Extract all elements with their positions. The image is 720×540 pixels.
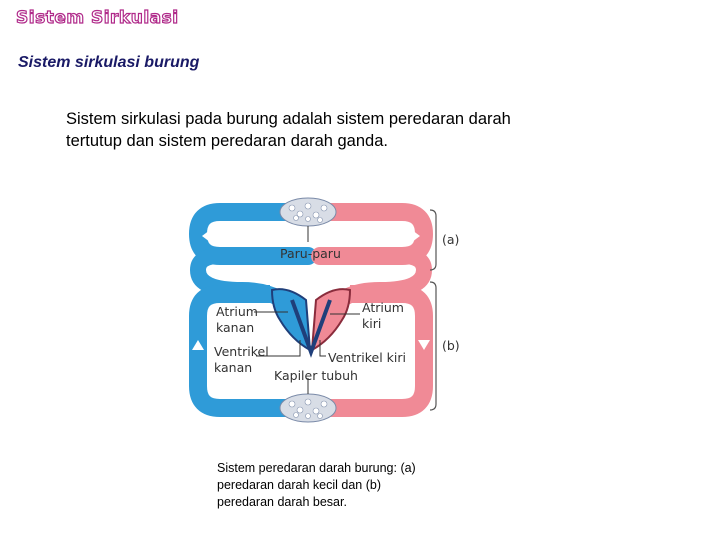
label-atrium-left-line1: Atrium bbox=[362, 300, 404, 315]
caption-line-1: Sistem peredaran darah burung: (a) bbox=[217, 461, 416, 475]
figure-caption bbox=[217, 460, 477, 511]
label-atrium-left-line2: kiri bbox=[362, 316, 382, 331]
caption-line-3: peredaran darah besar. bbox=[217, 495, 347, 509]
heart-left-side bbox=[312, 289, 350, 350]
label-ventricle-left: Ventrikel kiri bbox=[328, 350, 406, 365]
label-ventricle-right-line2: kanan bbox=[214, 360, 253, 375]
section-subtitle: Sistem sirkulasi burung bbox=[18, 54, 200, 71]
body-paragraph bbox=[66, 108, 586, 152]
caption-line-2: peredaran darah kecil dan (b) bbox=[217, 478, 381, 492]
label-lung: Paru-paru bbox=[280, 246, 341, 261]
label-b: (b) bbox=[442, 338, 460, 353]
body-line-2: tertutup dan sistem peredaran darah ganda. bbox=[66, 132, 388, 150]
lung-capillary-bed bbox=[280, 198, 336, 226]
heart-right-side bbox=[272, 289, 310, 350]
label-atrium-right-line2: kanan bbox=[216, 320, 255, 335]
label-atrium-right-line1: Atrium bbox=[216, 304, 258, 319]
body-line-1: Sistem sirkulasi pada burung adalah sistem peredaran darah bbox=[66, 110, 511, 128]
bird-circulation-diagram bbox=[180, 190, 480, 430]
slide-title: Sistem Sirkulasi bbox=[16, 8, 179, 28]
label-ventricle-right-line1: Ventrikel bbox=[214, 344, 269, 359]
label-capillary: Kapiler tubuh bbox=[274, 368, 358, 383]
label-a: (a) bbox=[442, 232, 460, 247]
